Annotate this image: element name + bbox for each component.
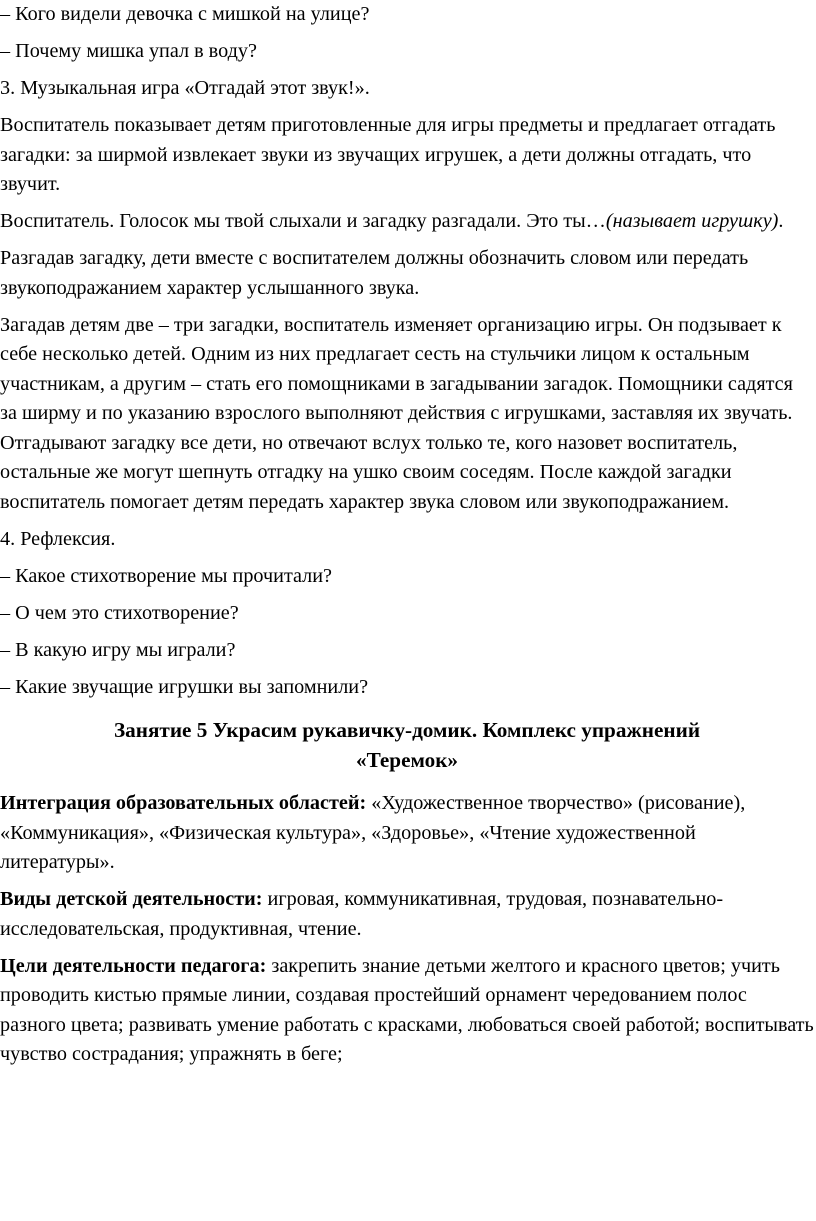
paragraph	[0, 207, 814, 237]
section-title: 4. Рефлексия.	[0, 527, 116, 550]
integration-label: Интеграция образовательных областей:	[0, 792, 367, 814]
goals-text: закрепить знание детьми желтого и красного цветов; учить проводить кистью прямые линии, создавая простейший орнамент чередованием полос разного цвета; развивать умение работать с красками, любоваться своей работой; воспитывать чувство сострадания; упражнять в беге;	[0, 954, 814, 1065]
stage-direction: (называет игрушку)	[605, 210, 779, 232]
question-line: – Кого видели девочка с мишкой на улице?	[0, 3, 370, 25]
lesson-heading	[0, 716, 814, 775]
goals-paragraph	[0, 952, 814, 1070]
question-line: – Какие звучащие игрушки вы запомнили?	[0, 675, 369, 698]
lesson-heading-line: Занятие 5 Украсим рукавичку-домик. Комплекс упражнений	[113, 718, 701, 742]
integration-text: «Художественное творчество» (рисование), «Коммуникация», «Физическая культура», «Здоровье», «Чтение художественной литературы».	[0, 792, 746, 873]
activities-text: игровая, коммуникативная, трудовая, познавательно-исследовательская, продуктивная, чтение.	[0, 888, 724, 940]
integration-paragraph	[0, 789, 814, 878]
question-line: – В какую игру мы играли?	[0, 638, 236, 661]
activities-paragraph	[0, 885, 814, 944]
lesson-heading-line: «Теремок»	[355, 747, 459, 772]
question-line: – Какое стихотворение мы прочитали?	[0, 564, 332, 587]
question-line: – О чем это стихотворение?	[0, 601, 239, 624]
speech-end: .	[778, 210, 784, 232]
activities-label: Виды детской деятельности:	[0, 888, 263, 910]
goals-label: Цели деятельности педагога:	[0, 954, 267, 977]
paragraph: Загадав детям две – три загадки, воспитатель изменяет организацию игры. Он подзывает к себе несколько детей. Одним из них предлагает сесть на стульчики лицом к остальным участникам, а другим – стать его помощниками в загадывании загадок. Помощники садятся за ширму и по указанию взрослого выполняют действия с игрушками, заставляя их звучать. Отгадывают загадку все дети, но отвечают вслух только те, кого назовет воспитатель, остальные же могут шепнуть отгадку на ушко своим соседям. После каждой загадки воспитатель помогает детям передать характер звука словом или звукоподражанием.	[0, 313, 793, 513]
paragraph: Воспитатель показывает детям приготовленные для игры предметы и предлагает отгадать загадки: за ширмой извлекает звуки из звучащих игрушек, а дети должны отгадать, что звучит.	[0, 114, 776, 195]
speech-text: Воспитатель. Голосок мы твой слыхали и загадку разгадали. Это ты…	[0, 210, 606, 232]
paragraph: Разгадав загадку, дети вместе с воспитателем должны обозначить словом или передать звукоподражанием характер услышанного звука.	[0, 247, 749, 299]
question-line: – Почему мишка упал в воду?	[0, 40, 257, 62]
section-title: 3. Музыкальная игра «Отгадай этот звук!».	[0, 77, 370, 99]
